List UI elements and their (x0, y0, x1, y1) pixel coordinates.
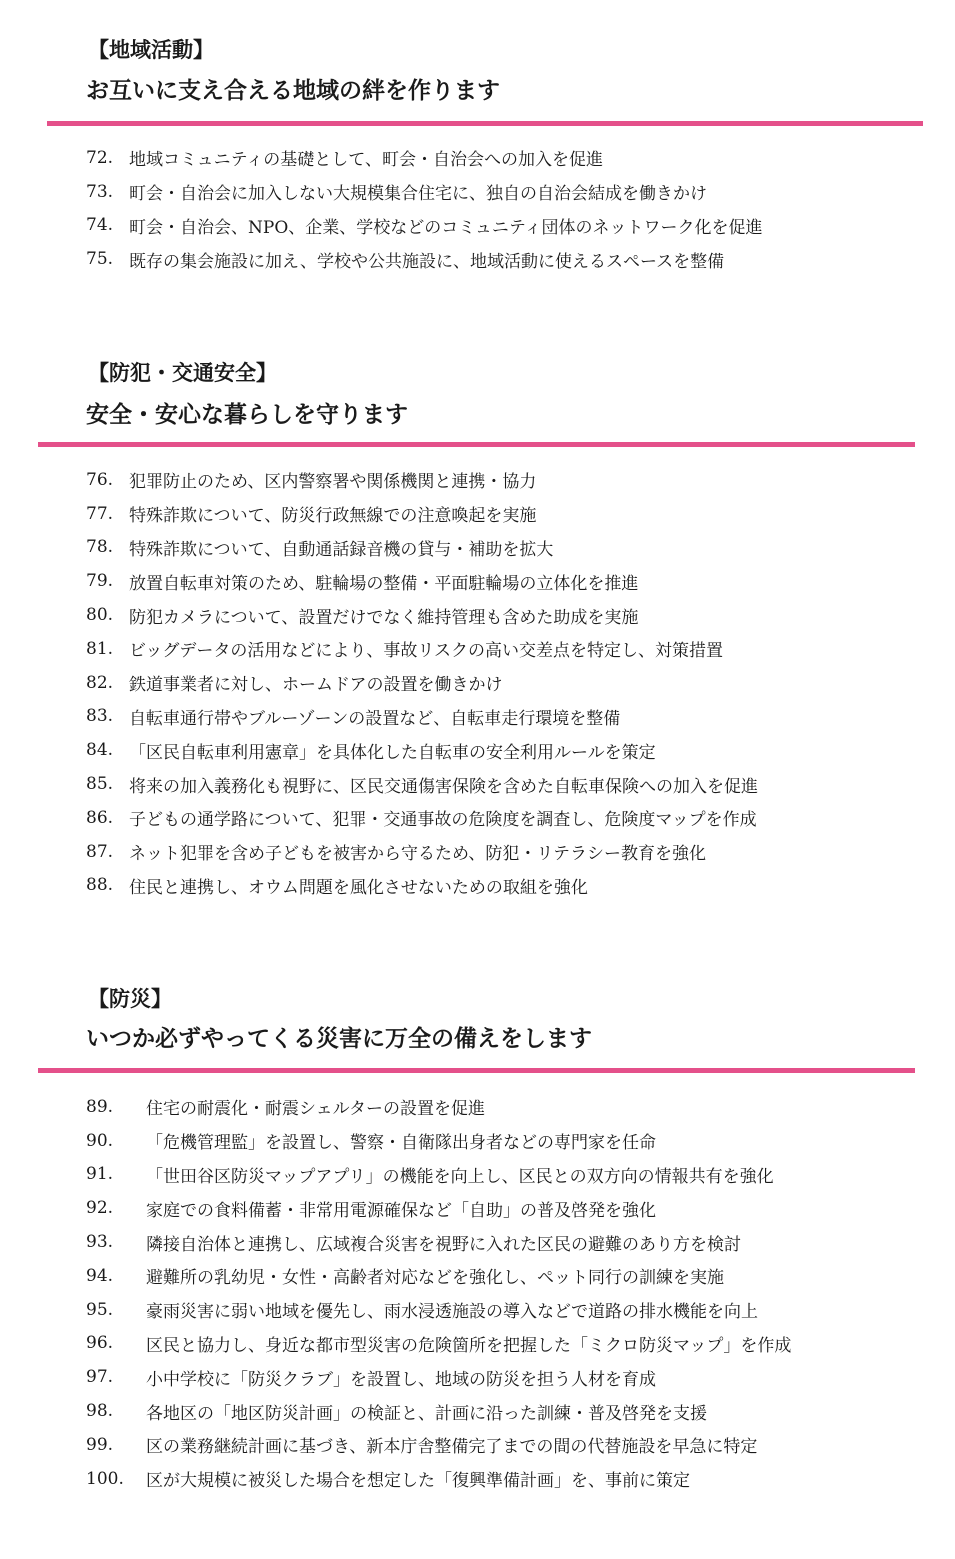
item-number: 91. (86, 1164, 114, 1185)
item-text: 防犯カメラについて、設置だけでなく維持管理も含めた助成を実施 (129, 607, 639, 628)
section-divider (38, 442, 915, 447)
section-category: 【地域活動】 (88, 38, 214, 62)
section-heading: お互いに支え合える地域の絆を作ります (86, 78, 500, 104)
item-number: 93. (86, 1232, 114, 1253)
list-item (86, 175, 763, 209)
list-item (86, 801, 758, 835)
list-item (86, 767, 758, 801)
item-text: 隣接自治体と連携し、広域複合災害を視野に入れた区民の避難のあり方を検討 (146, 1234, 741, 1255)
item-text: ビッグデータの活用などにより、事故リスクの高い交差点を特定し、対策措置 (129, 641, 723, 662)
item-number: 88. (86, 875, 114, 896)
item-text: 子どもの通学路について、犯罪・交通事故の危険度を調査し、危険度マップを作成 (129, 810, 757, 831)
item-number: 79. (86, 571, 114, 592)
item-number: 77. (86, 503, 114, 524)
item-number: 83. (86, 706, 114, 727)
item-number: 98. (86, 1401, 114, 1422)
item-number: 75. (86, 249, 114, 270)
item-text: 小中学校に「防災クラブ」を設置し、地域の防災を担う人材を育成 (146, 1369, 656, 1390)
item-text: 「危機管理監」を設置し、警察・自衛隊出身者などの専門家を任命 (146, 1133, 656, 1154)
item-text: 鉄道事業者に対し、ホームドアの設置を働きかけ (129, 675, 503, 696)
item-number: 92. (86, 1198, 114, 1219)
item-number: 82. (86, 672, 114, 693)
list-item (86, 632, 758, 666)
item-text: 町会・自治会に加入しない大規模集合住宅に、独自の自治会結成を働きかけ (129, 184, 707, 205)
policy-list (86, 1090, 791, 1496)
list-item (86, 1327, 791, 1361)
item-text: 豪雨災害に弱い地域を優先し、雨水浸透施設の導入などで道路の排水機能を向上 (146, 1302, 758, 1323)
list-item (86, 1225, 791, 1259)
item-number: 78. (86, 537, 114, 558)
item-text: 地域コミュニティの基礎として、町会・自治会への加入を促進 (129, 150, 603, 171)
item-number: 74. (86, 215, 114, 236)
list-item (86, 1394, 791, 1428)
list-item (86, 463, 758, 497)
item-text: 犯罪防止のため、区内警察署や関係機関と連携・協力 (129, 472, 537, 493)
section-divider (47, 121, 923, 126)
item-text: 町会・自治会、NPO、企業、学校などのコミュニティ団体のネットワーク化を促進 (129, 217, 763, 238)
item-number: 80. (86, 605, 114, 626)
item-text: 「世田谷区防災マップアプリ」の機能を向上し、区民との双方向の情報共有を強化 (146, 1166, 774, 1187)
item-text: 各地区の「地区防災計画」の検証と、計画に沿った訓練・普及啓発を支援 (146, 1403, 707, 1424)
list-item (86, 141, 763, 175)
item-number: 76. (86, 469, 114, 490)
item-number: 85. (86, 774, 114, 795)
item-number: 96. (86, 1333, 114, 1354)
list-item (86, 209, 763, 243)
list-item (86, 1259, 791, 1293)
section-heading: 安全・安心な暮らしを守ります (86, 402, 408, 428)
item-text: 放置自転車対策のため、駐輪場の整備・平面駐輪場の立体化を推進 (129, 573, 639, 594)
list-item (86, 1090, 791, 1124)
item-text: 特殊詐欺について、防災行政無線での注意喚起を実施 (129, 506, 537, 527)
item-text: 自転車通行帯やブルーゾーンの設置など、自転車走行環境を整備 (129, 708, 621, 729)
list-item (86, 1191, 791, 1225)
list-item (86, 666, 758, 700)
item-text: ネット犯罪を含め子どもを被害から守るため、防犯・リテラシー教育を強化 (129, 844, 706, 865)
list-item (86, 835, 758, 869)
item-text: 住民と連携し、オウム問題を風化させないための取組を強化 (129, 877, 588, 898)
item-text: 住宅の耐震化・耐震シェルターの設置を促進 (146, 1099, 485, 1120)
item-number: 100. (86, 1468, 124, 1489)
item-text: 既存の集会施設に加え、学校や公共施設に、地域活動に使えるスペースを整備 (129, 251, 725, 272)
section-heading: いつか必ずやってくる災害に万全の備えをします (86, 1026, 592, 1052)
list-item (86, 1158, 791, 1192)
item-number: 89. (86, 1096, 114, 1117)
list-item (86, 564, 758, 598)
item-number: 73. (86, 181, 114, 202)
list-item (86, 1360, 791, 1394)
item-number: 86. (86, 807, 114, 828)
item-number: 97. (86, 1367, 114, 1388)
item-text: 特殊詐欺について、自動通話録音機の貸与・補助を拡大 (129, 539, 554, 560)
item-number: 81. (86, 638, 114, 659)
policy-list (86, 141, 763, 276)
item-number: 94. (86, 1265, 114, 1286)
item-number: 95. (86, 1299, 114, 1320)
item-number: 90. (86, 1130, 114, 1151)
section-category: 【防犯・交通安全】 (88, 361, 277, 385)
item-text: 「区民自転車利用憲章」を具体化した自転車の安全利用ルールを策定 (129, 742, 656, 763)
item-number: 99. (86, 1434, 114, 1455)
item-text: 将来の加入義務化も視野に、区民交通傷害保険を含めた自転車保険への加入を促進 (129, 776, 758, 797)
item-text: 区の業務継続計画に基づき、新本庁舎整備完了までの間の代替施設を早急に特定 (146, 1437, 758, 1458)
item-number: 72. (86, 147, 114, 168)
item-text: 家庭での食料備蓄・非常用電源確保など「自助」の普及啓発を強化 (146, 1200, 656, 1221)
list-item (86, 733, 758, 767)
list-item (86, 1124, 791, 1158)
list-item (86, 1428, 791, 1462)
section-category: 【防災】 (88, 987, 172, 1011)
list-item (86, 531, 758, 565)
list-item (86, 1462, 791, 1496)
section-divider (38, 1068, 915, 1073)
item-number: 87. (86, 841, 114, 862)
list-item (86, 497, 758, 531)
item-text: 避難所の乳幼児・女性・高齢者対応などを強化し、ペット同行の訓練を実施 (146, 1268, 724, 1289)
list-item (86, 598, 758, 632)
item-text: 区が大規模に被災した場合を想定した「復興準備計画」を、事前に策定 (146, 1471, 690, 1492)
list-item (86, 242, 763, 276)
item-text: 区民と協力し、身近な都市型災害の危険箇所を把握した「ミクロ防災マップ」を作成 (146, 1335, 792, 1356)
policy-list (86, 463, 758, 902)
list-item (86, 869, 758, 903)
item-number: 84. (86, 740, 114, 761)
list-item (86, 1293, 791, 1327)
list-item (86, 700, 758, 734)
